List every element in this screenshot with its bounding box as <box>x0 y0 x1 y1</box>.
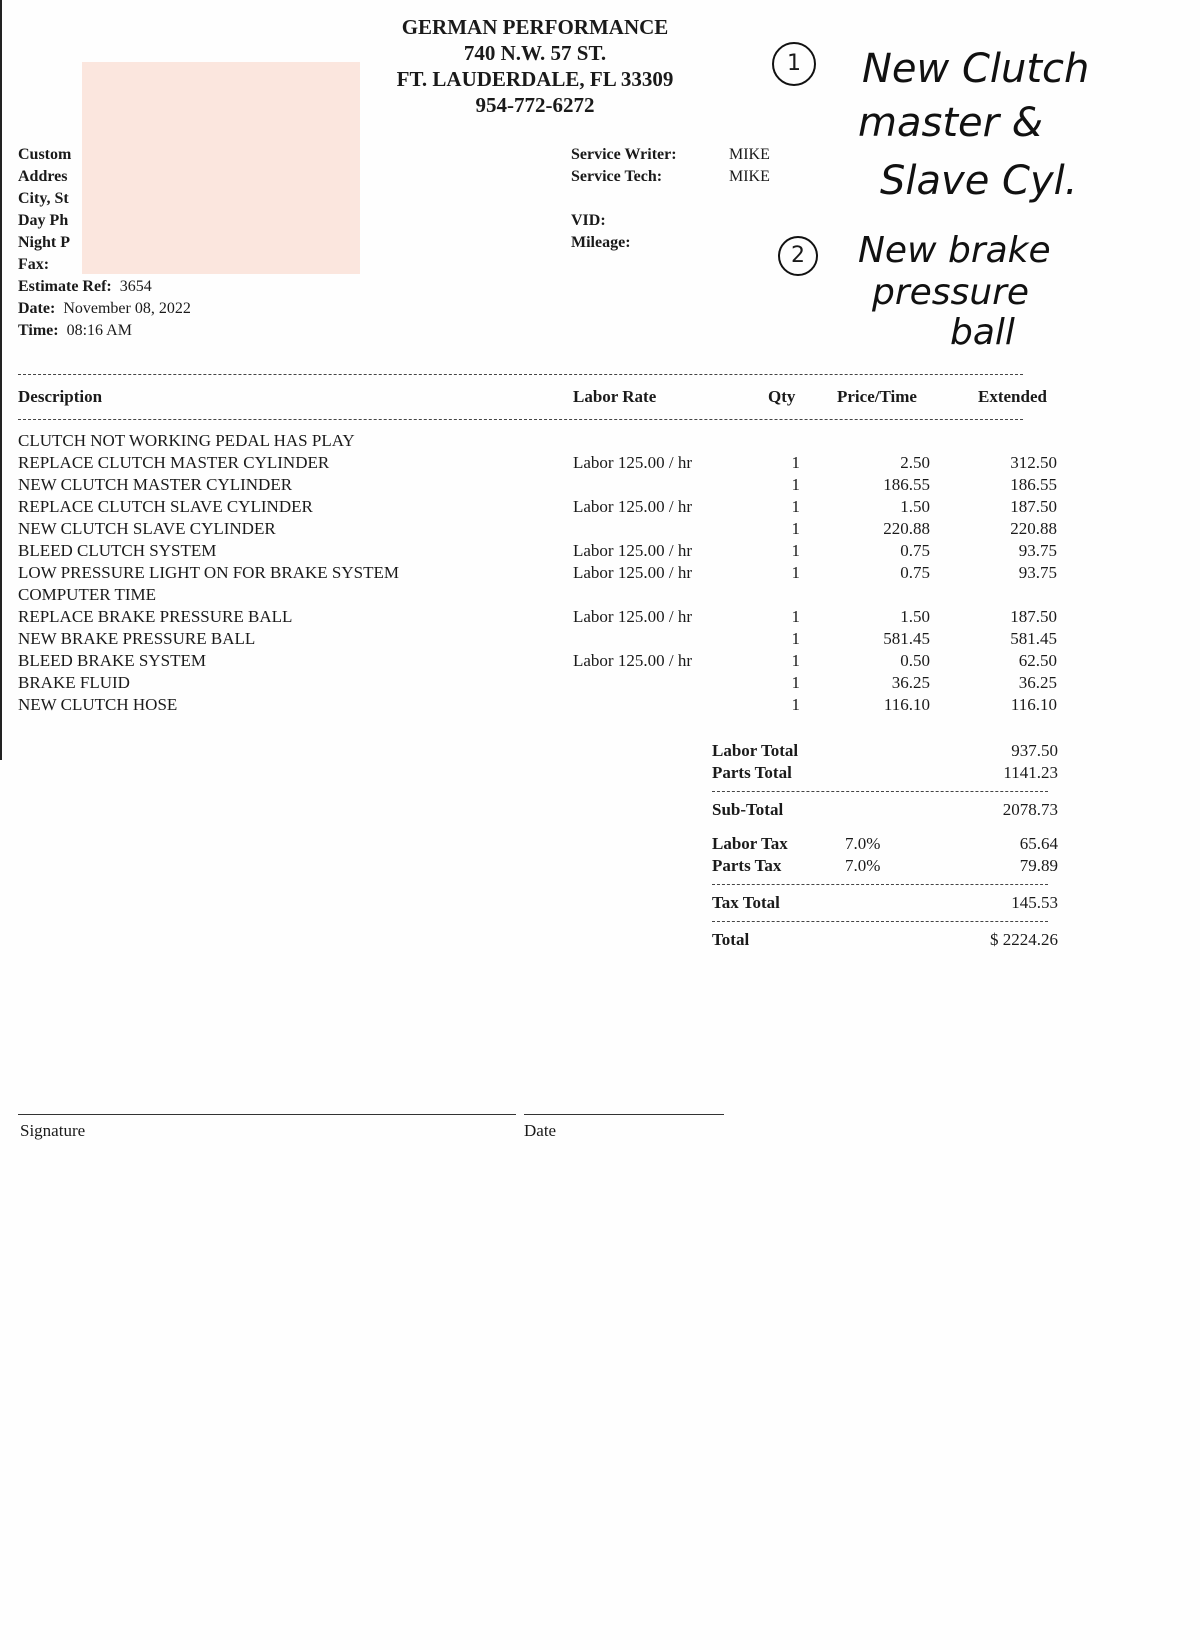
signature-label: Signature <box>20 1121 86 1140</box>
item-desc: CLUTCH NOT WORKING PEDAL HAS PLAY <box>18 431 355 450</box>
divider <box>18 419 1023 420</box>
subtotal-label: Sub-Total <box>712 800 784 819</box>
line-item <box>0 431 1200 453</box>
divider <box>712 921 1048 922</box>
item-price: 2.50 <box>900 453 930 472</box>
item-desc: BLEED CLUTCH SYSTEM <box>18 541 217 560</box>
item-extended: 312.50 <box>1010 453 1057 472</box>
address-label: Addres <box>18 168 68 185</box>
item-desc: BRAKE FLUID <box>18 673 130 692</box>
service-writer-label: Service Writer: <box>571 146 677 163</box>
shop-address: 740 N.W. 57 ST. <box>463 41 607 65</box>
service-info <box>571 144 770 254</box>
item-price: 0.75 <box>900 563 930 582</box>
parts-tax-row <box>712 856 1062 878</box>
grand-total-value: $ 2224.26 <box>990 930 1058 949</box>
labor-tax-value: 65.64 <box>1019 834 1058 853</box>
line-item <box>0 453 1200 475</box>
fax-label: Fax: <box>18 256 50 273</box>
line-item <box>0 651 1200 673</box>
parts-total-value: 1141.23 <box>1003 763 1058 782</box>
tax-total-row <box>712 893 1062 915</box>
col-price-time: Price/Time <box>837 387 917 406</box>
item-desc: LOW PRESSURE LIGHT ON FOR BRAKE SYSTEM <box>18 563 399 582</box>
tax-total-value: 145.53 <box>1011 893 1058 912</box>
tax-total-label: Tax Total <box>712 893 780 912</box>
item-price: 0.75 <box>900 541 930 560</box>
item-extended: 581.45 <box>1010 629 1057 648</box>
item-desc: REPLACE BRAKE PRESSURE BALL <box>18 607 293 626</box>
item-price: 36.25 <box>891 673 930 692</box>
item-qty: 1 <box>791 651 800 670</box>
parts-tax-rate: 7.0% <box>845 856 881 875</box>
item-rate: Labor 125.00 / hr <box>573 607 692 626</box>
line-item <box>0 475 1200 497</box>
item-rate: Labor 125.00 / hr <box>573 497 692 516</box>
mileage-label: Mileage: <box>571 234 631 251</box>
item-price: 0.50 <box>900 651 930 670</box>
service-tech-label: Service Tech: <box>571 168 663 185</box>
line-item <box>0 519 1200 541</box>
item-qty: 1 <box>791 541 800 560</box>
handwritten-note-line: New Clutch <box>862 46 1090 92</box>
labor-tax-label: Labor Tax <box>712 834 788 853</box>
service-writer-value: MIKE <box>729 146 770 163</box>
item-qty: 1 <box>791 607 800 626</box>
item-desc: REPLACE CLUTCH SLAVE CYLINDER <box>18 497 313 516</box>
shop-header <box>370 14 700 118</box>
col-description: Description <box>18 387 103 406</box>
line-item <box>0 629 1200 651</box>
note2-number: 2 <box>791 243 805 268</box>
item-rate: Labor 125.00 / hr <box>573 453 692 472</box>
item-qty: 1 <box>791 475 800 494</box>
divider <box>712 791 1048 792</box>
signature-date-label: Date <box>524 1121 557 1140</box>
item-desc: REPLACE CLUTCH MASTER CYLINDER <box>18 453 330 472</box>
item-price: 186.55 <box>883 475 930 494</box>
divider <box>712 884 1048 885</box>
shop-city: FT. LAUDERDALE, FL 33309 <box>396 67 674 91</box>
item-extended: 220.88 <box>1010 519 1057 538</box>
customer-label: Custom <box>18 146 72 163</box>
parts-tax-label: Parts Tax <box>712 856 782 875</box>
handwritten-note-line: ball <box>950 312 1015 353</box>
line-items <box>0 431 1200 717</box>
parts-total-row <box>712 763 1062 785</box>
estimate-ref-label: Estimate Ref: <box>18 278 112 295</box>
redaction-block <box>82 62 360 274</box>
note-number-circle <box>778 236 818 276</box>
handwritten-note-line: Slave Cyl. <box>880 158 1078 204</box>
item-desc: COMPUTER TIME <box>18 585 157 604</box>
line-item <box>0 541 1200 563</box>
labor-tax-rate: 7.0% <box>845 834 881 853</box>
city-label: City, St <box>18 190 69 207</box>
estimate-ref-value: 3654 <box>119 278 152 295</box>
labor-total-label: Labor Total <box>712 741 799 760</box>
parts-total-label: Parts Total <box>712 763 792 782</box>
time-value: 08:16 AM <box>66 322 132 339</box>
item-rate: Labor 125.00 / hr <box>573 651 692 670</box>
divider <box>18 374 1023 375</box>
shop-phone: 954-772-6272 <box>475 93 595 117</box>
time-label: Time: <box>18 322 59 339</box>
item-desc: NEW BRAKE PRESSURE BALL <box>18 629 256 648</box>
line-item <box>0 695 1200 717</box>
item-qty: 1 <box>791 563 800 582</box>
line-item <box>0 497 1200 519</box>
item-qty: 1 <box>791 453 800 472</box>
item-rate: Labor 125.00 / hr <box>573 541 692 560</box>
grand-total-row <box>712 930 1062 952</box>
shop-name: GERMAN PERFORMANCE <box>401 15 669 39</box>
item-extended: 62.50 <box>1018 651 1057 670</box>
line-item <box>0 585 1200 607</box>
date-line <box>524 1114 724 1115</box>
night-phone-label: Night P <box>18 234 70 251</box>
handwritten-note-line: New brake <box>858 230 1051 271</box>
item-rate: Labor 125.00 / hr <box>573 563 692 582</box>
vid-label: VID: <box>571 212 606 229</box>
labor-tax-row <box>712 834 1062 856</box>
line-item <box>0 563 1200 585</box>
item-qty: 1 <box>791 519 800 538</box>
item-price: 1.50 <box>900 607 930 626</box>
date-label: Date: <box>18 300 56 317</box>
item-price: 116.10 <box>883 695 930 714</box>
item-qty: 1 <box>791 695 800 714</box>
item-extended: 116.10 <box>1010 695 1057 714</box>
col-labor-rate: Labor Rate <box>573 387 657 406</box>
item-extended: 93.75 <box>1018 563 1057 582</box>
subtotal-value: 2078.73 <box>1002 800 1058 819</box>
grand-total-label: Total <box>712 930 750 949</box>
item-extended: 36.25 <box>1018 673 1057 692</box>
item-desc: NEW CLUTCH MASTER CYLINDER <box>18 475 293 494</box>
service-tech-value: MIKE <box>729 168 770 185</box>
item-qty: 1 <box>791 629 800 648</box>
handwritten-note-line: pressure <box>872 272 1030 313</box>
item-qty: 1 <box>791 673 800 692</box>
item-extended: 93.75 <box>1018 541 1057 560</box>
item-extended: 187.50 <box>1010 497 1057 516</box>
item-extended: 187.50 <box>1010 607 1057 626</box>
day-phone-label: Day Ph <box>18 212 69 229</box>
item-qty: 1 <box>791 497 800 516</box>
labor-total-row <box>712 741 1062 763</box>
item-desc: BLEED BRAKE SYSTEM <box>18 651 206 670</box>
col-extended: Extended <box>978 387 1047 406</box>
line-item <box>0 673 1200 695</box>
line-item <box>0 607 1200 629</box>
date-value: November 08, 2022 <box>63 300 191 317</box>
item-price: 581.45 <box>883 629 930 648</box>
handwritten-note-line: master & <box>858 100 1043 146</box>
subtotal-row <box>712 800 1062 822</box>
item-desc: NEW CLUTCH SLAVE CYLINDER <box>18 519 276 538</box>
signature-line <box>18 1114 516 1115</box>
item-price: 220.88 <box>883 519 930 538</box>
item-desc: NEW CLUTCH HOSE <box>18 695 178 714</box>
item-extended: 186.55 <box>1010 475 1057 494</box>
labor-total-value: 937.50 <box>1011 741 1058 760</box>
col-qty: Qty <box>768 387 796 406</box>
note-number-circle <box>772 42 816 86</box>
parts-tax-value: 79.89 <box>1019 856 1058 875</box>
note1-number: 1 <box>787 51 801 76</box>
item-price: 1.50 <box>900 497 930 516</box>
totals-block <box>712 741 1062 952</box>
